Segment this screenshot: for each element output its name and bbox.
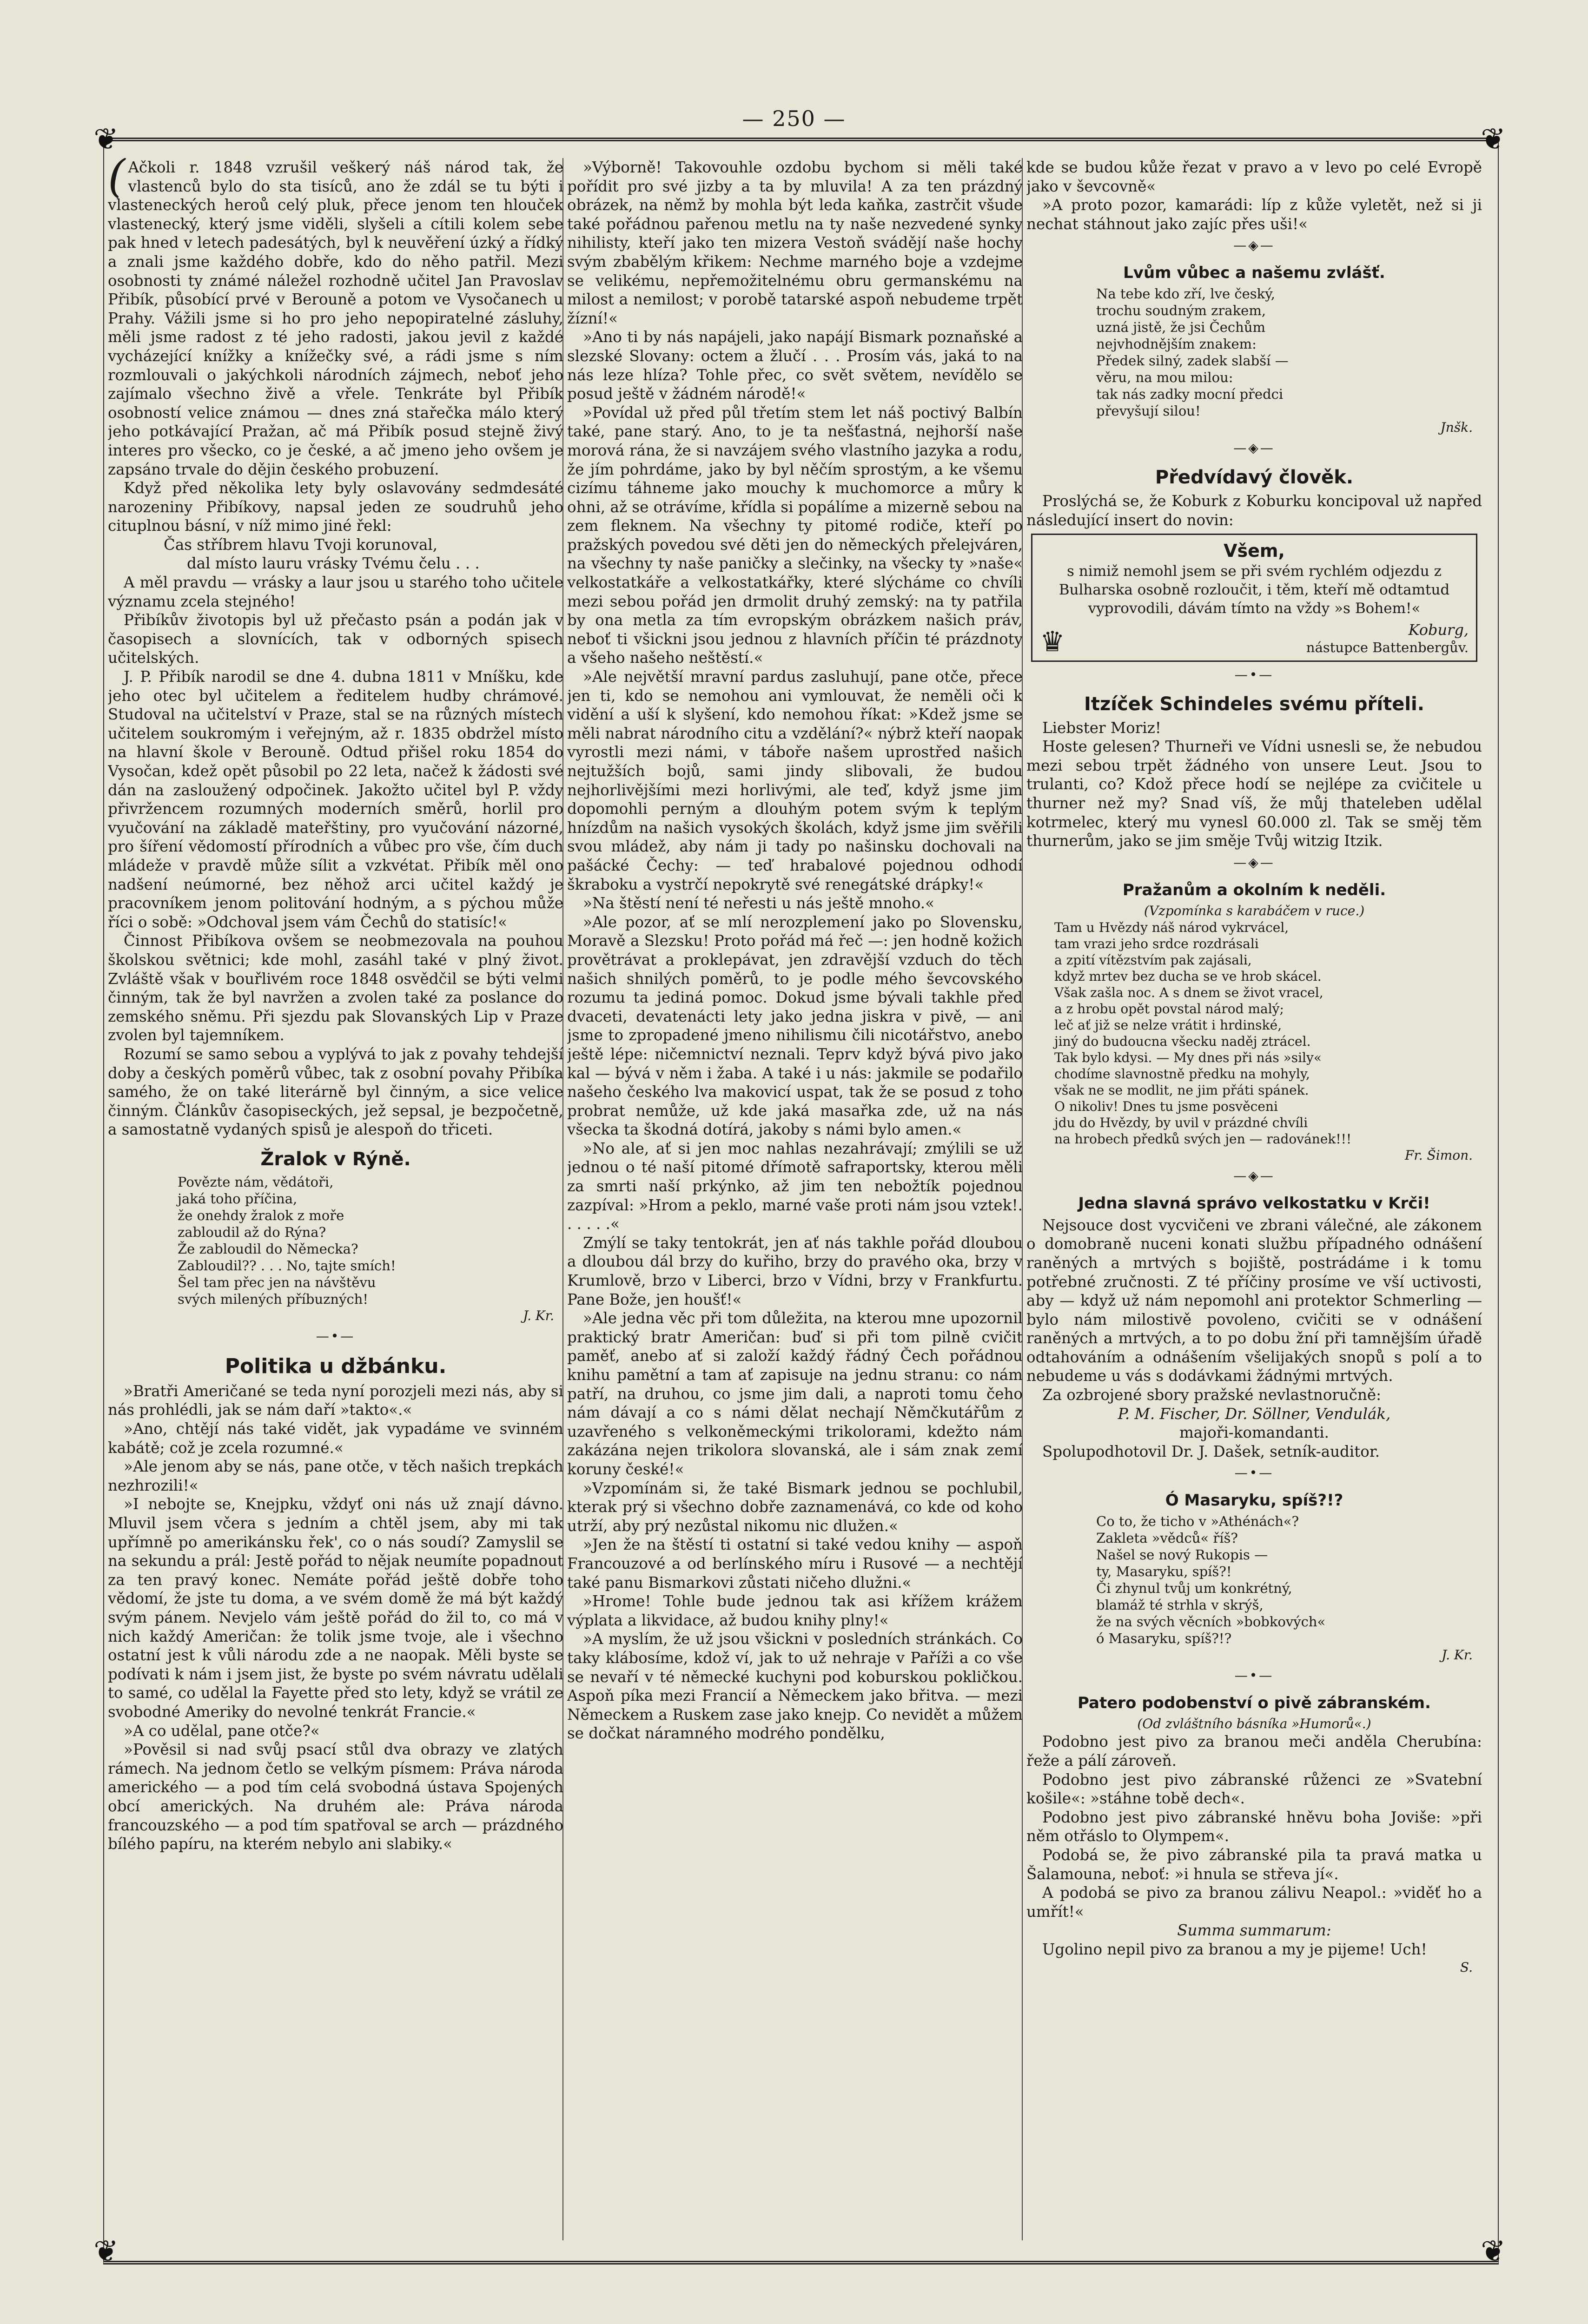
paragraph: A podobá se pivo za branou zálivu Neapol.: »viděť ho a umřít!« (1026, 1884, 1482, 1921)
paragraph: Podobá se, že pivo zábranské pila ta pravá matka u Šalamouna, neboť: »i hnula se střeva jí«. (1026, 1846, 1482, 1883)
paragraph: kde se budou kůže řezat v pravo a v levo po celé Evropě jako v ševcovně« (1026, 158, 1482, 195)
summa-line: Summa summarum: (1177, 1921, 1331, 1940)
separator: —◈— (1233, 854, 1275, 870)
separator: —•— (316, 1328, 356, 1344)
separator: —•— (1234, 667, 1274, 682)
paragraph: »A co udělal, pane otče?« (124, 1722, 320, 1740)
poem-lvum: Na tebe kdo zří, lve český, trochu soudným zrakem, uzná jistě, že jsi Čechům nejvhodnějším znakem: Předek silný, zadek slabší — věru, na mou milou: tak nás zadky mocní předci převyšují silou! (1096, 286, 1289, 419)
drop-cap: ( (108, 158, 126, 202)
heading-prazanum: Pražanům a okolním k neděli. (1122, 880, 1386, 899)
paragraph: »Pověsil si nad svůj psací stůl dva obrazy ve zlatých rámech. Na jednom četlo se velkým písmem: Práva národa amerického — a pod tím celá svobodná ústava Spojených obcí amerických. Na druhém ale: Práva národa francouzského — a pod tím spatřoval se arch — prázdného bílého papíru, na kterém nebylo ani slabiky.« (108, 1741, 563, 1853)
page-number: — 250 — (742, 106, 846, 131)
heading-politika: Politika u džbánku. (225, 1354, 447, 1378)
paragraph: Spolupodhotovil Dr. J. Dašek, setník-auditor. (1042, 1442, 1380, 1460)
subtitle: (Vzpomínka s karabáčem v ruce.) (1144, 903, 1365, 918)
paragraph: Přibíkův životopis byl už přečasto psán a podán jak v časopisech a slovnících, tak v odborných spisech učitelských. (108, 611, 563, 667)
column-3 (1026, 158, 1482, 2240)
paragraph: »Ale největší mravní pardus zasluhují, pane otče, přece jen ti, kdo se nemohou ani vymlouvat, že neměli oči k vidění a uší k slyšení, kdo nemohou říkat: »Kdež jsme se měli nabrat národního citu a vzdělání?« nýbrž kteří naopak vyrostli mezi námi, v táboře našem uprostřed našich nejtužších bojů, sami jindy slibovali, že budou nejhorlivějšími mezi horlivými, ale teď, když jsme jim dopomohli perným a dlouhým potem svým k teplým hnízdům na našich vysokých školách, když jsme jim svěřili svou mládež, aby nám ji tady po našinsku dochovali na pašácké Čechy: — teď hrabalové pojednou odhodí škraboku a vystrčí nepokrytě své renegátské drápky!« (567, 668, 1023, 893)
paragraph: »Vzpomínám si, že také Bismark jednou se pochlubil, kterak prý si všechno dobře zaznamenává, co kde od koho utrží, aby prý nezůstal nikomu nic dlužen.« (567, 1479, 1023, 1535)
signatories-role: majoři-komandanti. (1179, 1424, 1330, 1442)
paragraph: »A proto pozor, kamarádi: líp z kůže vyletět, než si ji nechat stáhnout jako zajíc přes uši!« (1026, 196, 1482, 233)
paragraph: »Na štěstí není té neřesti u nás ještě mnoho.« (583, 894, 934, 912)
separator: —◈— (1233, 1168, 1275, 1183)
paragraph: »Ale jenom aby se nás, pane otče, v těch našich trepkách nezhrozili!« (108, 1458, 563, 1494)
paragraph: »A myslím, že už jsou všickni v posledních stránkách. Co taky klábosíme, kdož ví, jak to už nehraje v Paříži a co vše se nevaří v té německé kuchyni pod koburskou pokličkou. Aspoň píka mezi Francií a Německem jako břitva. — mezi Německem a Ruskem zase jako knejp. Co nevidět a můžem se dočkat náramného modrého pondělku, (567, 1630, 1023, 1743)
paragraph: »Výborně! Takovouhle ozdobu bychom si měli také pořídit pro své jizby a ta by mluvila! A za ten prázdný obrázek, na němž by mohla být leda kaňka, zastrčit všude také pořádnou pařenou metlu na ty naše nezvedené synky nihilisty, kteří jako ten mizera Vestoň svádějí naše hochy svým zbabělým křikem: Nechme marného boje a vzdejme se velikému, nepřemožitelnému obru germanskému na milost a nemilost; v porobě tatarské aspoň nebudeme trpět žízní!« (567, 158, 1023, 327)
separator: —•— (1234, 1465, 1274, 1481)
paragraph: Proslýchá se, že Koburk z Koburku koncipoval už napřed následující insert do novin: (1026, 492, 1482, 529)
paragraph: A měl pravdu — vrásky a laur jsou u starého toho učitele významu zcela stejného! (108, 574, 563, 610)
separator: —•— (1234, 1668, 1274, 1684)
article-intro: ( Ačkoli r. 1848 vzrušil veškerý náš národ tak, že vlastenců bylo do sta tisíců, ano že zdál se tu býti i vlasteneckých heroů celý pluk, přece jenom ten hlouček vlastenecký, který jsme viděli, slyšeli a cítili kolem sebe pak hned v letech padesátých, byl k neuvěření úzký a řídký a znali jsme každého dobře, kdo do něho patřil. Mezi osobnosti ty známé náležel rozhodně učitel Jan Pravoslav Přibík, působící prvé v Berouně a potom ve Vysočanech u Prahy. Vážili jsme si ho pro jeho nepopiratelné zásluhy, měli jsme radost z té jeho radosti, jakou jevil z každé vycházející knížky a knížečky své, a rádi jsme s ním rozmlouvali o jakýchkoli národních zájmech, neboť jeho zajímalo všechno živě a vřele. Tenkráte byl Přibík osobností velice známou — dnes zná stařečka málo který jeho potkávající Pražan, ač má Přibík posud stejně živý interes pro všecko, co je české, a ač jmeno jeho ovšem je zapsáno trvale do dějin českého probuzení. (108, 158, 563, 478)
paragraph: J. P. Přibík narodil se dne 4. dubna 1811 v Mníšku, kde jeho otec byl učitelem a ředitelem hudby chrámové. Studoval na učitelství v Praze, stal se na různých místech učitelem soukromým i veřejným, až r. 1835 obdržel místo na hlavní škole v Berouně. Odtud přišel roku 1854 do Vysočan, kdež opět působil po 22 leta, načež k žádosti své dán na zasloužený odpočinek. Jakožto učitel byl P. vždy přivržencem rozumných moderních směrů, horlil pro vyučování na základě mateřštiny, pro vyučování názorné, pro šíření vědomostí přírodních a vůbec pro vše, čím duch mládeže v pravdě může sílit a vzkvétat. Přibík měl ono nadšení neúmorné, bez něhož arci učitel každý je pracovníkem jenom politování hodným, a s pýchou může říci o sobě: »Odchoval jsem vám Čechů do statisíc!« (108, 668, 563, 931)
signature: S. (1460, 1959, 1473, 1975)
paragraph: »Jen že na štěstí ti ostatní si také vedou knihy — aspoň Francouzové a od berlínského míru i Rusové — a nechtějí také panu Bismarkovi zůstati ničeho dlužni.« (567, 1536, 1023, 1591)
signature: J. Kr. (523, 1307, 554, 1323)
notice-signature: Koburg, (1408, 621, 1469, 639)
paragraph: Za ozbrojené sbory pražské nevlastnoručně: (1042, 1386, 1382, 1404)
paragraph: Rozumí se samo sebou a vyplývá to jak z povahy tehdejší doby a českých poměrů vůbec, tak z osobní povahy Přibíka samého, že on také literárně byl činným, a sice velice činným. Článkův časopiseckých, jež sepsal, je bezpočetně, a samostatně vydaných spisů je alespoň do třiceti. (108, 1045, 563, 1139)
notice-role: nástupce Battenbergův. (1306, 639, 1469, 655)
ornament-icon: ❦ (1481, 2234, 1506, 2269)
notice-body: s nimiž nemohl jsem se při svém rychlém odjezdu z Bulharska osobně rozloučit, i těm, kteří mě odtamtud vyprovodili, dávám tímto na vždy »s Bohem!« (1059, 562, 1450, 617)
signature: J. Kr. (1442, 1647, 1473, 1663)
paragraph: »Bratři Američané se teda nyní porozjeli mezi nás, aby si nás prohlédli, jak se nám daří »takto«.« (108, 1382, 563, 1419)
paragraph: Podobno jest pivo zábranské hněvu boha Joviše: »při něm otřáslo to Olympem«. (1026, 1808, 1482, 1845)
paragraph: »Ale jedna věc při tom důležita, na kterou mne upozornil praktický bratr Američan: buď si při tom pilně cvičit paměť, anebo ať si založí každý řádný Čech pořádnou knihu pamětní a tam ať zapisuje na jednu stranu: co nám patří, na druhou, co jsme jim dali, a naproti tomu čeho nám dávají a co s námi dělat nechají Němčkutářům z uzavřeného s velkoněmeckými trikolorami, kdežto nám zakázána nejen trikolora slovanská, ale i sám znak zemí koruny české!« (567, 1309, 1023, 1478)
paragraph: Zmýlí se taky tentokrát, jen ať nás takhle pořád dloubou a dloubou dál brzy do kuřiho, brzy do pravého oka, brzy v Krumlově, brzo v Liberci, brzo v Vídni, brzy v Frankfurtu. Pane Bože, jen houšť!« (567, 1234, 1023, 1308)
poem-zralok: Povězte nám, vědátoři, jaká toho příčina, že onehdy žralok z moře zabloudil až do Rýna? Že zabloudil do Německa? Zabloudil?? . . . No, tajte smích! Šel tam přec jen na návštěvu svých milených příbuzných! (178, 1174, 396, 1307)
paragraph: »No ale, ať si jen moc nahlas nezahrávají; zmýlili se už jednou o té naší pitomé dřímotě safraportsky, kterou měli za smrti naší prkýnko, až jim ten nebožtík pojednou zazpíval: »Hrom a peklo, marné vaše proti nám jsou vztek!. . . . . .« (567, 1139, 1023, 1233)
paragraph: »Ale pozor, ať se mlí nerozplemení jako po Slovensku, Moravě a Slezsku! Proto pořád má řeč —: jen hodně kožich provětrávat a proklepávat, jen zdravější vzduch do těch našich shnilých poměrů, to je podle mého ševcovského rozumu ta jediná pomoc. Dokud jsme bývali takhle před dvaceti, devatenácti lety jako jedna jiskra v pivě, — ani jsme to zpropadené jmeno nihilismu čili nicotářstvo, anebo ještě lépe: ničemnictví neznali. Teprv když bývá pivo jako kal — bývá v něm i žaba. A také i u nás: jakmile se podařilo našeho českého lva makovicí uspat, tak že se posud z toho probrat nemůže, už kde jaká masařka zde, už na nás všecka ta škodná dotírá, jakoby s námi bylo amen.« (567, 913, 1023, 1139)
heading-patero: Patero podobenství o pivě zábranském. (1078, 1694, 1431, 1713)
ornament-icon: ❦ (93, 122, 119, 157)
heading-lvum: Lvům vůbec a našemu zvlášť. (1123, 264, 1385, 283)
subtitle: (Od zvláštního básníka »Humorů«.) (1137, 1716, 1371, 1732)
signature: Fr. Šimon. (1404, 1147, 1473, 1163)
poem-masaryk: Co to, že ticho v »Athénách«? Zakleta »vědců« říš? Našel se nový Rukopis — ty, Masaryku, spíš?! Či zhynul tvůj um konkrétný, blamáž té strhla v skrýš, že na svých věcních »bobkových« ó Masaryku, spíš?!? (1096, 1513, 1326, 1647)
paragraph: »Ano, chtějí nás také vidět, jak vypadáme ve svinném kabátě; což je zcela rozumné.« (108, 1420, 563, 1457)
paragraph: Hoste gelesen? Thurneři ve Vídni usnesli se, že nebudou mezi sebou trpět žádného von unsere Leut. Jsou to trulanti, co? Kdož přece hodí se nejlépe za cvičitele u thurner než my? Snad víš, že můj thateleben udělal kotrmelec, který mu vynesl 60.000 zl. Tak se směj těm thurnerům, jako se jim směje Tvůj witzig Itzik. (1026, 738, 1482, 850)
heading-itzicek: Itzíček Schindeles svému příteli. (1084, 693, 1424, 715)
paragraph: »Ano ti by nás napájeli, jako napájí Bismark poznaňské a slezské Slovany: octem a žlučí . . . Prosím vás, jaká to na nás leze hlíza? Tohle přec, co svět světem, nevídělo se posud ještě v žádném národě!« (567, 328, 1023, 403)
paragraph: Nejsouce dost vycvičeni ve zbrani válečné, ale zákonem o domobraně nuceni konati službu případného odnášení raněných a mrtvých s bojiště, postrádáme i k tomu potřebné zručnosti. Z té příčiny prosíme ve vší uctivosti, aby — když už nám nepomohl ani protektor Schmerling — bylo nám milostivě povoleno, cvičiti se v odnášení raněných a mrtvých, a to po dobu žní při tamnějším úřadě odtahováním a odnášením všelijakých snopů s polí a to nebudeme u vás s dodávkami žádnými mrtvých. (1026, 1216, 1482, 1385)
separator: —◈— (1233, 440, 1275, 456)
paragraph: Liebster Moriz! (1042, 719, 1161, 737)
heading-predvidavy: Předvídavý člověk. (1155, 467, 1354, 489)
verse-line: dal místo lauru vrásky Tvému čelu . . . (187, 555, 480, 573)
paragraph: »Povídal už před půl třetím stem let náš poctivý Balbín také, pane starý. Ano, to je ta nešťastná, nejhorší naše morová rána, že si navzájem svého vlastního jazyka a rodu, že jím pohrdáme, jako by byl něčím sprostým, a ke všemu cizímu táhneme jako mouchy k muchomorce a můry k ohni, až se otrávíme, křídla si popálíme a mizerně sebou na zem fleknem. Na všechny ty pitomé rodiče, kteří po pražských povedou své děti jen do německých přelejváren, na všechny ty naše paničky a slečinky, na všecky ty »naše« velkostatkáře a velkostatkářky, které slýcháme co chvíli mezi sebou pořád jen drmolit druhý zemský: na ty patřila by ona metla za tím evropským obrázkem našich práv, neboť ti všickni jsou jednou z hlavních příčin té prázdnoty a všeho našeho neštěstí.« (567, 403, 1023, 667)
verse-line: Čas stříbrem hlavu Tvoji korunoval, (164, 535, 438, 554)
signature: Jnšk. (1440, 420, 1473, 436)
paragraph: Činnost Přibíkova ovšem se neobmezovala na pouhou školskou světnici; kde mohl, zasáhl také v plný život. Zvláště však v bouřlivém roce 1848 osvědčil se býti velmi činným, tak že byl navržen a zvolen také za poslance do zemského sněmu. Při sjezdu pak Slovanských Lip v Praze zvolen byl tajemníkem. (108, 932, 563, 1044)
ornament-icon: ❦ (1481, 122, 1506, 157)
paragraph: »I nebojte se, Knejpku, vždyť oni nás už znají dávno. Mluvil jsem včera s jedním a chtěl jsem, aby mi tak upřímně po amerikánsku řek', co o nás soudí? Zamyslil se na sekundu a prál: Jestě pořád to nějak neumíte popadnout za ten pravý konec. Nemáte pořád ještě dobře toho vědomí, že jste tu doma, a ve svém domě že má být každý svým pánem. Nevjelo vám ještě pořád do žil to, co má v nich každý Američan: že tolik jsme tvoje, ale i všechno ostatní jest k vůli národu zde a ne naopak. Měli byste se podívati k nám i jsem jist, že byste po svém návratu udělali to samé, co udělal la Fayette před sto lety, když se vrátil ze svobodné Ameriky do nevolné tenkrát Francie.« (108, 1495, 563, 1721)
notice-box (1031, 534, 1477, 662)
ornament-icon: ❦ (93, 2234, 119, 2269)
column-2 (567, 158, 1023, 2240)
paragraph: Podobno jest pivo za branou meči anděla Cherubína: řeže a pálí zároveň. (1026, 1733, 1482, 1770)
signatories: P. M. Fischer, Dr. Söllner, Vendulák, (1118, 1405, 1391, 1423)
paragraph: Podobno jest pivo zábranské růženci ze »Svatební košile«: »stáhne tobě dech«. (1026, 1770, 1482, 1808)
paragraph: »Hrome! Tohle bude jednou tak asi křížem krážem výplata a likvidace, až budou knihy plny!« (567, 1592, 1023, 1629)
paragraph: Když před několika lety byly oslavovány sedmdesáté narozeniny Přibíkovy, napsal jeden ze soudruhů jeho cituplnou básní, v níž mimo jiné řekl: (108, 479, 563, 535)
notice-title: Všem, (1224, 540, 1285, 561)
paragraph: Ugolino nepil pivo za branou a my je pijeme! Uch! (1042, 1940, 1427, 1958)
crown-icon: ♛ (1040, 625, 1065, 658)
heading-zralok: Žralok v Rýně. (260, 1148, 411, 1170)
poem-prazanum: Tam u Hvězdy náš národ vykrvácel, tam vrazi jeho srdce rozdrásali a zpití vítězstvím pak zajásali, když mrtev bez ducha se ve hrob skácel. Však zašla noc. A s dnem se život vracel, a z hrobu opět povstal národ malý; leč ať již se nelze vrátit i hrdinské, jiný do budoucna všecku naděj ztrácel. Tak bylo kdysi. — My dnes při nás »sily« chodíme slavnostně předku na mohyly, však ne se modlit, ne jim přáti spánek. O nikoliv! Dnes tu jsme posvěceni jdu do Hvězdy, by uvil v prázdné chvíli na hrobech předků svých jen — radovánek!!! (1054, 919, 1352, 1147)
heading-masaryk: Ó Masaryku, spíš?!? (1165, 1491, 1343, 1510)
heading-jedna-slavna: Jedna slavná správo velkostatku v Krči! (1078, 1194, 1430, 1213)
separator: —◈— (1233, 238, 1275, 253)
column-1 (108, 158, 563, 2240)
